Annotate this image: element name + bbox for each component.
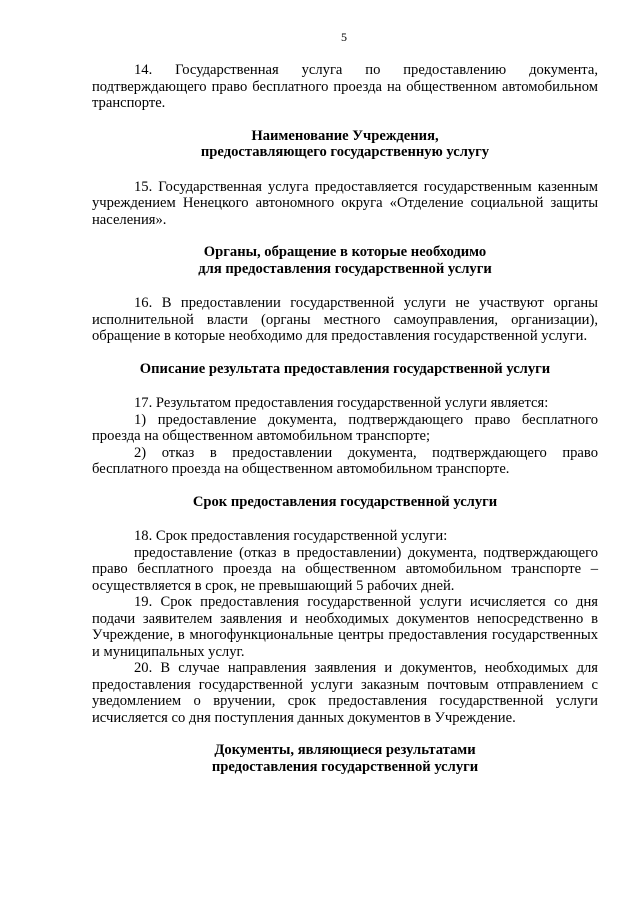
document-page <box>92 30 598 775</box>
heading-documents <box>92 742 598 775</box>
heading-line: предоставления государственной услуги <box>211 758 479 775</box>
heading-institution <box>92 128 598 161</box>
heading-line: предоставляющего государственную услугу <box>200 144 490 160</box>
paragraph-17-item-1: 1) предоставление документа, подтверждающего право бесплатного проезда на общественном автомобильном транспорте; <box>92 411 598 444</box>
heading-line: Наименование Учреждения, <box>251 127 439 144</box>
heading-line: Срок предоставления государственной услуги <box>192 493 498 510</box>
paragraph-14: 14. Государственная услуга по предоставлению документа, подтверждающего право бесплатного проезда на общественном автомобильном транспорте. <box>92 62 598 111</box>
paragraph-18-detail: предоставление (отказ в предоставлении) документа, подтверждающего право бесплатного проезда на общественном автомобильном транспорте – осуществляется в срок, не превышающий 5 рабочих дней. <box>92 544 598 594</box>
heading-line: для предоставления государственной услуги <box>198 260 492 277</box>
paragraph-19: 19. Срок предоставления государственной услуги исчисляется со дня подачи заявителем заявления и необходимых документов непосредственно в Учреждение, в многофункциональные центры предоставления государственных и муниципальных услуг. <box>92 594 598 660</box>
page-number: 5 <box>341 30 347 44</box>
paragraph-17: 17. Результатом предоставления государственной услуги является: <box>134 395 549 411</box>
heading-line: Документы, являющиеся результатами <box>214 742 476 758</box>
heading-organs <box>92 244 598 277</box>
paragraph-20: 20. В случае направления заявления и документов, необходимых для предоставления государственной услуги заказным почтовым отправлением с уведомлением о вручении, срок предоставления государственной услуги исчисляется со дня поступления данных документов в Учреждение. <box>92 660 598 726</box>
heading-term <box>92 494 598 511</box>
heading-line: Органы, обращение в которые необходимо <box>203 244 487 260</box>
paragraph-17-item-2: 2) отказ в предоставлении документа, подтверждающего право бесплатного проезда на общественном автомобильном транспорте. <box>92 444 598 477</box>
paragraph-18: 18. Срок предоставления государственной услуги: <box>134 528 448 544</box>
paragraph-16: 16. В предоставлении государственной услуги не участвуют органы исполнительной власти (органы местного самоуправления, организации), обращение в которые необходимо для предоставления государственной услуги. <box>92 295 598 344</box>
heading-line: Описание результата предоставления государственной услуги <box>139 360 551 377</box>
paragraph-15: 15. Государственная услуга предоставляется государственным казенным учреждением Ненецкого автономного округа «Отделение социальной защиты населения». <box>92 178 598 228</box>
heading-result <box>92 361 598 378</box>
